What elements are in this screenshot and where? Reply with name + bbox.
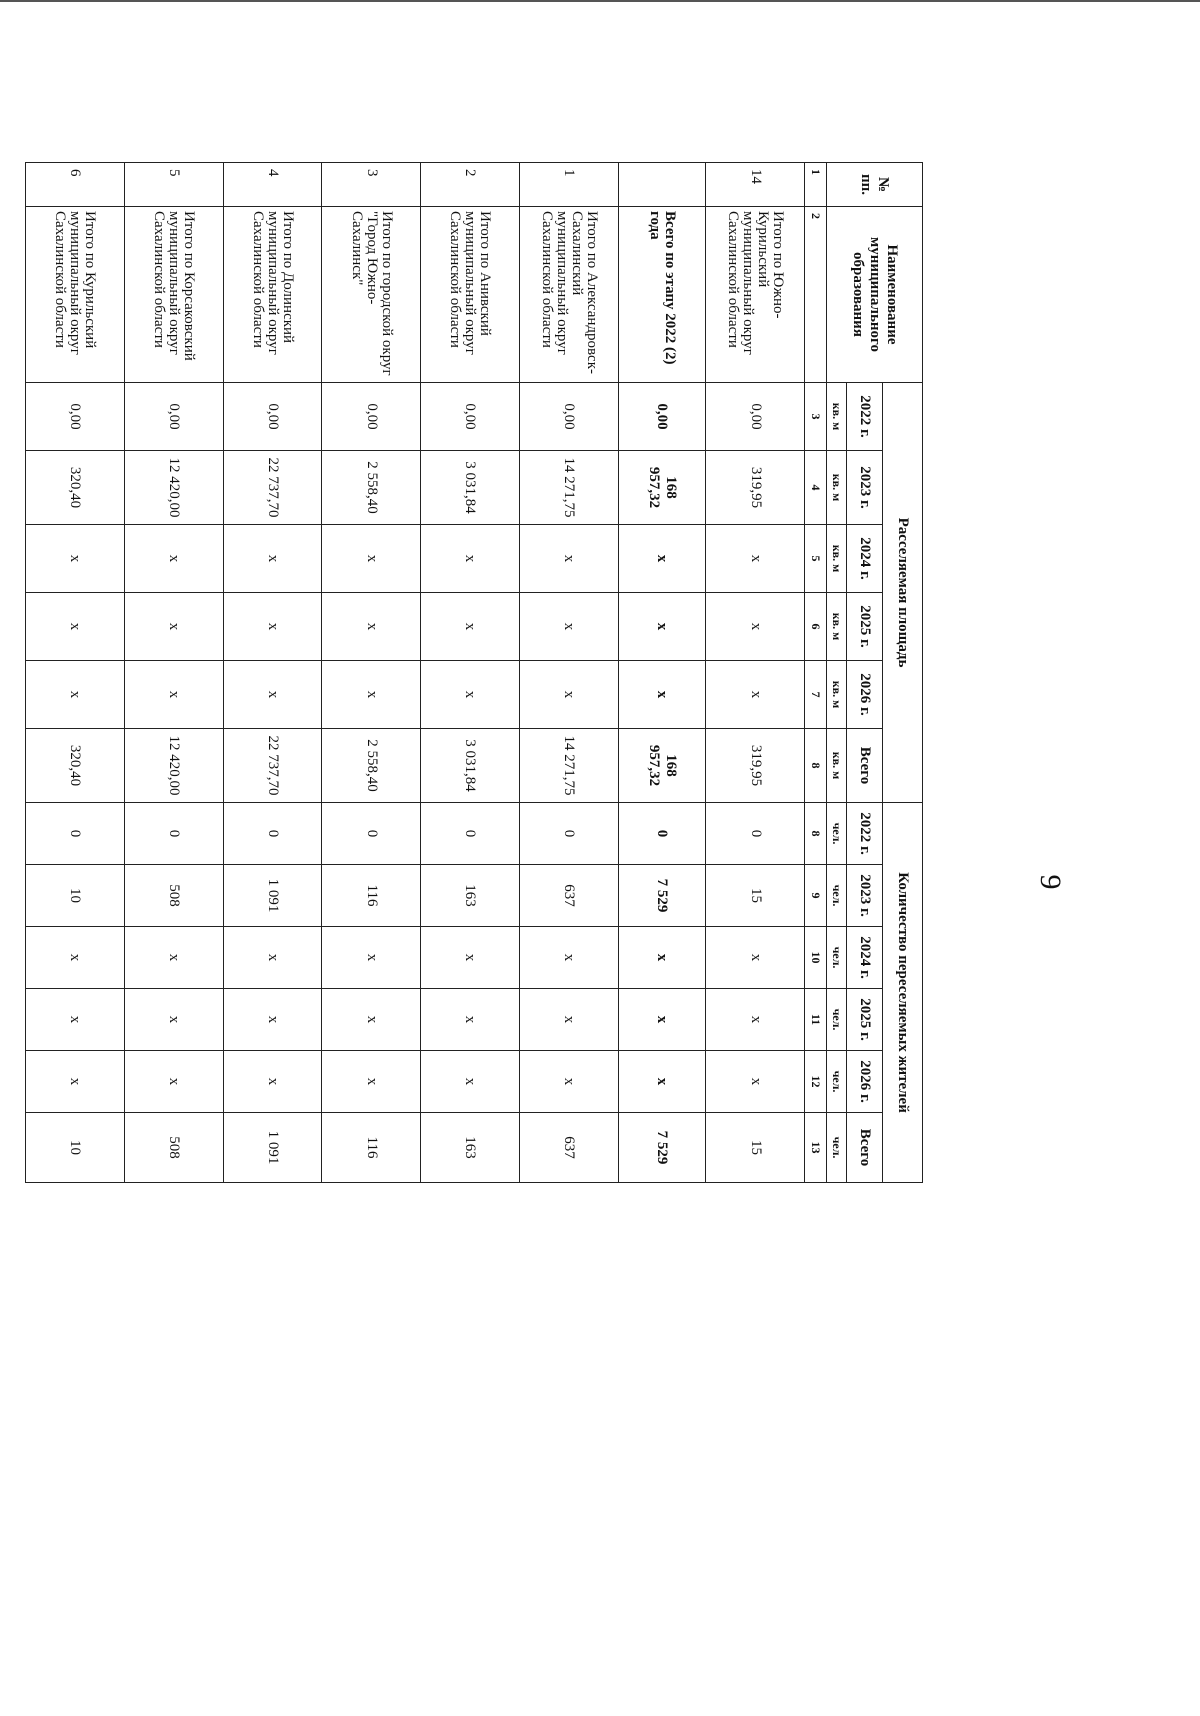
row-value-cell: x (26, 927, 125, 989)
header-unit: кв. м (827, 661, 847, 729)
row-value-cell: x (519, 1051, 618, 1113)
row-value-cell: x (26, 593, 125, 661)
row-value-cell: 0 (706, 803, 805, 865)
row-value-cell: x (124, 661, 223, 729)
row-value-cell: 22 737,70 (223, 451, 322, 525)
row-value-cell: 637 (519, 865, 618, 927)
row-municipality-name: Итого по Долинский муниципальный округ Сахалинской области (223, 207, 322, 383)
header-column-number: 9 (805, 865, 827, 927)
header-column-number: 5 (805, 525, 827, 593)
row-value-cell: 0,00 (124, 383, 223, 451)
row-municipality-name: Итого по городской округ "Город Южно-Сахалинск" (322, 207, 421, 383)
row-value-cell: 163 (421, 865, 520, 927)
row-number: 2 (421, 163, 520, 207)
row-value-cell: 508 (124, 1113, 223, 1183)
row-value-cell: 0,00 (618, 383, 706, 451)
row-value-cell: 14 271,75 (519, 729, 618, 803)
row-number: 6 (26, 163, 125, 207)
header-column-number: 10 (805, 927, 827, 989)
row-value-cell: 10 (26, 1113, 125, 1183)
row-value-cell: 2 558,40 (322, 451, 421, 525)
header-num: № пп. (827, 163, 923, 207)
row-number: 4 (223, 163, 322, 207)
row-value-cell: 15 (706, 865, 805, 927)
row-number (618, 163, 706, 207)
header-column-number: 13 (805, 1113, 827, 1183)
row-value-cell: 319,95 (706, 451, 805, 525)
header-unit: чел. (827, 1051, 847, 1113)
row-value-cell: 320,40 (26, 729, 125, 803)
header-area-year: 2025 г. (847, 593, 883, 661)
row-value-cell: x (124, 927, 223, 989)
row-municipality-name: Итого по Корсаковский муниципальный округ Сахалинской области (124, 207, 223, 383)
row-value-cell: x (706, 661, 805, 729)
row-value-cell: 1 091 (223, 1113, 322, 1183)
header-name: Наименование муниципального образования (827, 207, 923, 383)
row-value-cell: 0 (618, 803, 706, 865)
header-area-year: 2022 г. (847, 383, 883, 451)
row-value-cell: x (26, 525, 125, 593)
row-value-cell: x (26, 1051, 125, 1113)
header-column-number: 8 (805, 729, 827, 803)
row-value-cell: 0,00 (706, 383, 805, 451)
header-unit: кв. м (827, 729, 847, 803)
row-value-cell: x (124, 1051, 223, 1113)
row-value-cell: 508 (124, 865, 223, 927)
row-value-cell: x (706, 927, 805, 989)
row-value-cell: x (124, 525, 223, 593)
table-row (322, 163, 421, 1183)
row-value-cell: 168 957,32 (618, 451, 706, 525)
row-value-cell: x (519, 525, 618, 593)
row-value-cell: x (421, 989, 520, 1051)
row-number: 5 (124, 163, 223, 207)
row-value-cell: x (223, 1051, 322, 1113)
header-unit: чел. (827, 1113, 847, 1183)
header-unit: кв. м (827, 451, 847, 525)
row-value-cell: x (706, 989, 805, 1051)
row-value-cell: x (322, 1051, 421, 1113)
row-value-cell: x (223, 661, 322, 729)
header-column-number: 6 (805, 593, 827, 661)
row-value-cell: x (421, 593, 520, 661)
row-value-cell: x (519, 593, 618, 661)
table-row (706, 163, 805, 1183)
header-unit: кв. м (827, 593, 847, 661)
row-value-cell: x (618, 525, 706, 593)
row-value-cell: x (421, 927, 520, 989)
row-value-cell: x (421, 661, 520, 729)
rotated-table-sheet (25, 162, 923, 1182)
row-number: 3 (322, 163, 421, 207)
resettlement-table (25, 162, 923, 1183)
header-column-number: 7 (805, 661, 827, 729)
row-value-cell: x (223, 525, 322, 593)
row-value-cell: 0,00 (519, 383, 618, 451)
row-value-cell: x (618, 1051, 706, 1113)
row-value-cell: x (124, 593, 223, 661)
header-unit: кв. м (827, 525, 847, 593)
row-value-cell: x (322, 989, 421, 1051)
row-value-cell: x (223, 989, 322, 1051)
header-unit: кв. м (827, 383, 847, 451)
header-column-number: 1 (805, 163, 827, 207)
row-value-cell: 116 (322, 1113, 421, 1183)
row-value-cell: x (223, 593, 322, 661)
header-unit: чел. (827, 927, 847, 989)
row-value-cell: 319,95 (706, 729, 805, 803)
row-value-cell: 0 (223, 803, 322, 865)
header-unit: чел. (827, 865, 847, 927)
header-column-number: 2 (805, 207, 827, 383)
row-value-cell: 0 (124, 803, 223, 865)
row-value-cell: x (124, 989, 223, 1051)
row-value-cell: x (421, 1051, 520, 1113)
row-value-cell: 0,00 (223, 383, 322, 451)
row-value-cell: x (618, 593, 706, 661)
header-people-year: 2025 г. (847, 989, 883, 1051)
row-value-cell: 168 957,32 (618, 729, 706, 803)
header-column-number: 12 (805, 1051, 827, 1113)
row-number: 14 (706, 163, 805, 207)
row-value-cell: 10 (26, 865, 125, 927)
row-value-cell: x (618, 989, 706, 1051)
header-column-number: 4 (805, 451, 827, 525)
header-column-number: 3 (805, 383, 827, 451)
row-municipality-name: Итого по Курильский муниципальный округ Сахалинской области (26, 207, 125, 383)
row-value-cell: x (322, 525, 421, 593)
row-value-cell: 15 (706, 1113, 805, 1183)
row-value-cell: x (322, 927, 421, 989)
header-unit: чел. (827, 989, 847, 1051)
header-area-group: Расселяемая площадь (883, 383, 923, 803)
header-people-year: Всего (847, 1113, 883, 1183)
row-value-cell: 2 558,40 (322, 729, 421, 803)
row-value-cell: x (519, 989, 618, 1051)
row-value-cell: 0,00 (421, 383, 520, 451)
row-value-cell: x (618, 927, 706, 989)
table-row (26, 163, 125, 1183)
header-people-year: 2022 г. (847, 803, 883, 865)
row-value-cell: 0 (421, 803, 520, 865)
row-value-cell: 163 (421, 1113, 520, 1183)
row-value-cell: x (519, 927, 618, 989)
row-value-cell: 0,00 (322, 383, 421, 451)
row-value-cell: 637 (519, 1113, 618, 1183)
row-value-cell: 12 420,00 (124, 729, 223, 803)
row-value-cell: x (618, 661, 706, 729)
row-value-cell: 3 031,84 (421, 451, 520, 525)
row-value-cell: 7 529 (618, 1113, 706, 1183)
header-column-number: 8 (805, 803, 827, 865)
row-value-cell: 320,40 (26, 451, 125, 525)
top-border-line (0, 0, 1200, 2)
row-value-cell: 116 (322, 865, 421, 927)
header-area-year: 2026 г. (847, 661, 883, 729)
table-row (223, 163, 322, 1183)
row-value-cell: 0,00 (26, 383, 125, 451)
header-unit: чел. (827, 803, 847, 865)
row-municipality-name: Итого по Александровск-Сахалинский муниципальный округ Сахалинской области (519, 207, 618, 383)
header-people-year: 2024 г. (847, 927, 883, 989)
row-value-cell: x (706, 525, 805, 593)
row-value-cell: x (519, 661, 618, 729)
row-value-cell: x (26, 989, 125, 1051)
row-municipality-name: Итого по Южно-Курильский муниципальный округ Сахалинской области (706, 207, 805, 383)
row-value-cell: 0 (322, 803, 421, 865)
header-area-year: 2024 г. (847, 525, 883, 593)
row-value-cell: 12 420,00 (124, 451, 223, 525)
header-column-number: 11 (805, 989, 827, 1051)
header-people-year: 2023 г. (847, 865, 883, 927)
row-value-cell: x (26, 661, 125, 729)
header-area-year: Всего (847, 729, 883, 803)
row-value-cell: x (322, 593, 421, 661)
row-value-cell: x (223, 927, 322, 989)
header-people-group: Количество переселяемых жителей (883, 803, 923, 1183)
row-value-cell: x (706, 1051, 805, 1113)
row-value-cell: x (421, 525, 520, 593)
table-row (519, 163, 618, 1183)
row-value-cell: 0 (519, 803, 618, 865)
row-municipality-name: Итого по Анивский муниципальный округ Сахалинской области (421, 207, 520, 383)
row-value-cell: 14 271,75 (519, 451, 618, 525)
header-area-year: 2023 г. (847, 451, 883, 525)
row-value-cell: x (322, 661, 421, 729)
row-value-cell: 3 031,84 (421, 729, 520, 803)
table-row (124, 163, 223, 1183)
row-value-cell: 1 091 (223, 865, 322, 927)
row-value-cell: x (706, 593, 805, 661)
row-value-cell: 22 737,70 (223, 729, 322, 803)
page-number: 9 (1034, 874, 1067, 890)
row-municipality-name: Всего по этапу 2022 (2) года (618, 207, 706, 383)
table-row (618, 163, 706, 1183)
table-row (421, 163, 520, 1183)
header-people-year: 2026 г. (847, 1051, 883, 1113)
row-value-cell: 7 529 (618, 865, 706, 927)
row-value-cell: 0 (26, 803, 125, 865)
row-number: 1 (519, 163, 618, 207)
